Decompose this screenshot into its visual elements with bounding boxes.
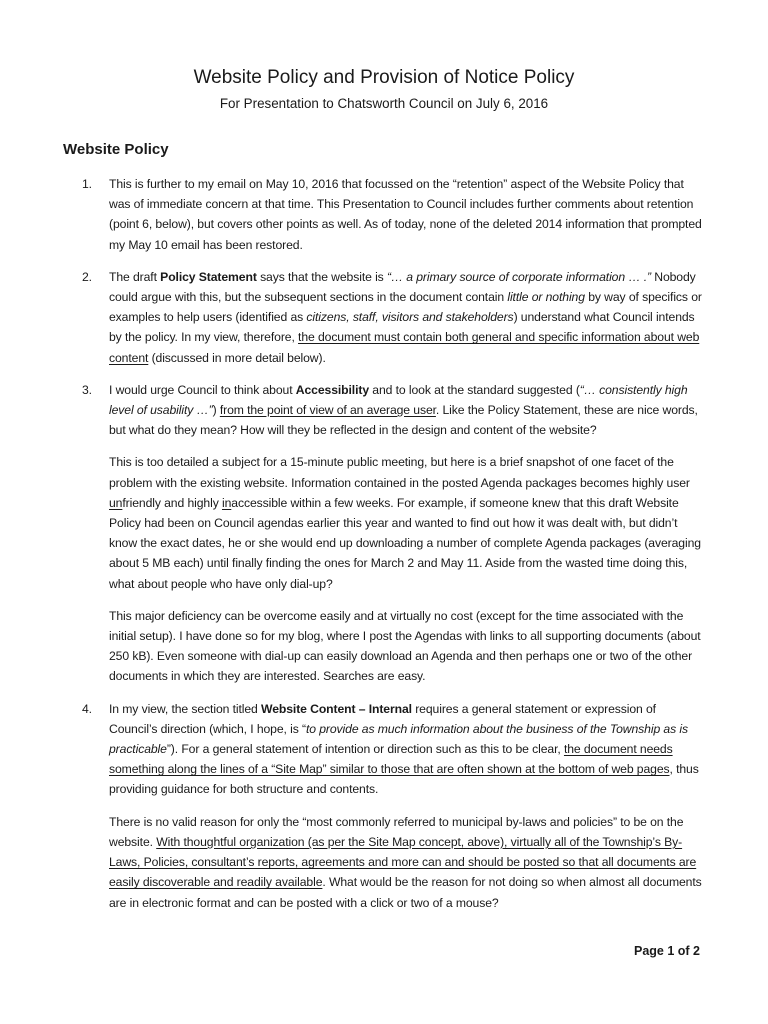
document-title: Website Policy and Provision of Notice Policy (193, 67, 575, 88)
paragraph (109, 380, 704, 441)
text-run: , thus providing guidance for both structure and contents. (109, 762, 699, 797)
list-item (82, 174, 704, 255)
text-run: This is too detailed a subject for a 15-minute public meeting, but here is a brief snapshot of one facet of the problem with the existing website. Information contained in the posted Agenda packages becomes highly user (109, 455, 690, 490)
text-run: Nobody could argue with this, but the subsequent sections in the document contain (109, 269, 696, 305)
text-run: ) (212, 403, 220, 418)
text-run: ) understand what Council intends by the policy. In my view, therefore, (109, 310, 695, 345)
page-number: Page 1 of 2 (634, 944, 700, 958)
numbered-list (82, 174, 704, 925)
paragraph (109, 174, 704, 255)
list-item-number: 3. (82, 382, 92, 397)
text-run: in (221, 495, 232, 510)
text-run: ”). For a general statement of intention or direction such as this to be clear, (166, 742, 564, 757)
paragraph (109, 812, 704, 913)
text-run: friendly and highly (122, 495, 222, 510)
text-run: to provide as much information about the business of the Township as is practicable (109, 721, 688, 757)
list-item-number: 4. (82, 701, 92, 716)
paragraph (109, 267, 704, 368)
text-run: by way of specifics or examples to help users (identified as (109, 290, 702, 325)
text-run: The draft (109, 269, 161, 284)
text-run: This major deficiency can be overcome easily and at virtually no cost (except for the time associated with the initial setup). I have done so for my blog, where I post the Agendas with links to all supporting documents (about 250 kB). Even someone with dial-up can easily download an Agenda and then perhaps one or two of the other documents in which they are interested. Searches are easy. (109, 608, 701, 684)
text-run: from the point of view of an average user (219, 403, 436, 418)
text-run: Accessibility (295, 382, 369, 397)
text-run: With thoughtful organization (as per the Site Map concept, above), virtually all of the Township’s By-Laws, Policies, consultant’s reports, agreements and more can and should be posted so that all documents are easily discoverable and readily available (109, 834, 697, 890)
text-run: This is further to my email on May 10, 2016 that focussed on the “retention” aspect of the Website Policy that was of immediate concern at that time. This Presentation to Council includes further comments about retention (point 6, below), but covers other points as well. As of today, none of the deleted 2014 information that prompted my May 10 email has been restored. (109, 177, 702, 252)
section-heading: Website Policy (63, 141, 169, 158)
text-run: requires a general statement or expression of Council’s direction (which, I hope, is “ (109, 701, 656, 736)
text-run: little or nothing (507, 290, 585, 305)
document-subtitle: For Presentation to Chatsworth Council on July 6, 2016 (219, 96, 549, 111)
text-run: the document must contain both general and specific information about web content (109, 330, 700, 365)
text-run: and to look at the standard suggested ( (369, 382, 580, 397)
paragraph (109, 452, 704, 593)
text-run: I would urge Council to think about (109, 382, 296, 397)
text-run: the document needs something along the lines of a “Site Map” similar to those that are often shown at the bottom of web pages (109, 742, 673, 777)
list-item (82, 267, 704, 368)
list-item-number: 1. (82, 177, 92, 191)
text-run: . Like the Policy Statement, these are nice words, but what do they mean? How will they be reflected in the design and content of the website? (109, 403, 698, 438)
paragraph (109, 699, 704, 800)
list-item (82, 380, 704, 687)
list-item (82, 699, 704, 913)
text-run: In my view, the section titled (109, 701, 262, 716)
text-run: accessible within a few weeks. For example, if someone knew that this draft Website Policy had been on Council agendas earlier this year and wanted to find out how it was dealt with, but didn’t know the exact dates, he or she would end up downloading a number of complete Agenda packages (averaging about 5 MB each) until finally finding the ones for March 2 and May 11. Aside from the wasted time doing this, what about people who have only dial-up? (109, 495, 701, 591)
text-run: There is no valid reason for only the “most commonly referred to municipal by-laws and policies” to be on the website. (109, 814, 684, 849)
text-run: says that the website is (256, 269, 387, 284)
list-item-number: 2. (82, 269, 92, 284)
text-run: (discussed in more detail below). (148, 350, 326, 365)
text-run: Policy Statement (160, 269, 257, 284)
text-run: citizens, staff, visitors and stakeholders (306, 310, 514, 325)
text-run: Website Content – Internal (261, 701, 412, 716)
text-run: “… consistently high level of usability …” (109, 382, 688, 418)
text-run: “… a primary source of corporate information … .” (386, 269, 651, 284)
paragraph (109, 606, 704, 687)
text-run: un (109, 495, 123, 510)
text-run: . What would be the reason for not doing so when almost all documents are in electronic format and can be posted with a click or two of a mouse? (109, 875, 702, 910)
